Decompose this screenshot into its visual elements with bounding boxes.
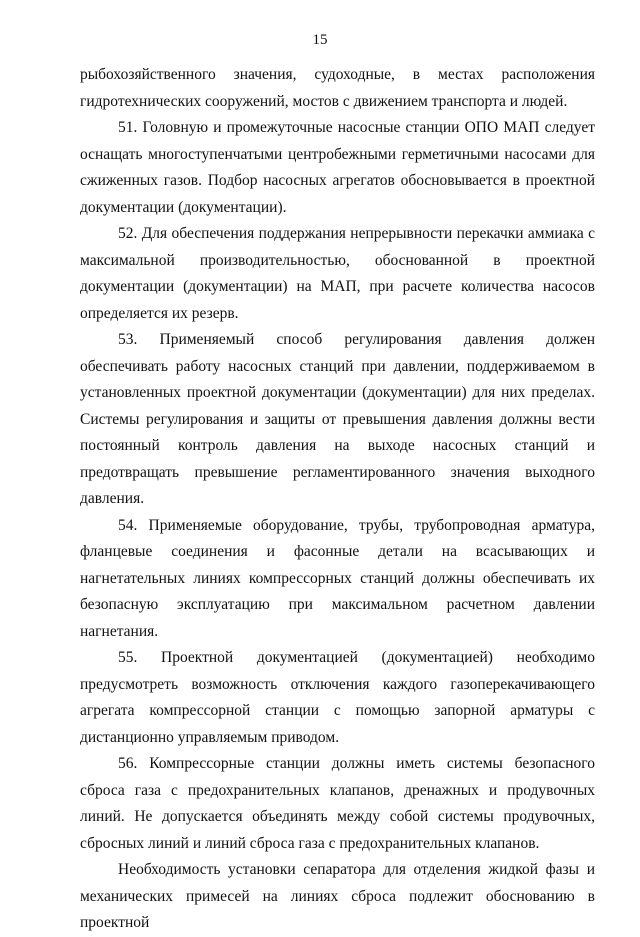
paragraph-51: 51. Головную и промежуточные насосные станции ОПО МАП следует оснащать многоступенчатыми центробежными герметичными насосами для сжиженных газов. Подбор насосных агрегатов обосновывается в проектной документации (документации). bbox=[80, 119, 595, 216]
page-number: 15 bbox=[312, 32, 328, 48]
paragraph-54: 54. Применяемые оборудование, трубы, трубопроводная арматура, фланцевые соединения и фасонные детали на всасывающих и нагнетательных линиях компрессорных станций должны обеспечивать их безопасную эксплуатацию при максимальном расчетном давлении нагнетания. bbox=[80, 516, 595, 640]
paragraph-separator-note: Необходимость установки сепаратора для отделения жидкой фазы и механических примесей на линиях сброса подлежит обоснованию в проектной bbox=[80, 861, 595, 931]
paragraph-56: 56. Компрессорные станции должны иметь системы безопасного сброса газа с предохранительных клапанов, дренажных и продувочных линий. Не допускается объединять между собой системы продувочных, сбросных линий и линий сброса газа с предохранительных клапанов. bbox=[80, 755, 595, 852]
paragraph-52: 52. Для обеспечения поддержания непрерывности перекачки аммиака с максимальной производительностью, обоснованной в проектной документации (документации) на МАП, при расчете количества насосов определяется их резерв. bbox=[80, 225, 595, 322]
paragraph-53: 53. Применяемый способ регулирования давления должен обеспечивать работу насосных станций при давлении, поддерживаемом в установленных проектной документации (документации) для них пределах. Системы регулирования и защиты от превышения давления должны вести постоянный контроль давления на выходе насосных станций и предотвращать превышение регламентированного значения выходного давления. bbox=[80, 331, 595, 507]
paragraph-55: 55. Проектной документацией (документацией) необходимо предусмотреть возможность отключения каждого газоперекачивающего агрегата компрессорной станции с помощью запорной арматуры с дистанционно управляемым приводом. bbox=[80, 649, 595, 746]
document-body bbox=[80, 62, 595, 937]
paragraph-continuation: рыбохозяйственного значения, судоходные, в местах расположения гидротехнических сооружений, мостов с движением транспорта и людей. bbox=[80, 66, 595, 110]
